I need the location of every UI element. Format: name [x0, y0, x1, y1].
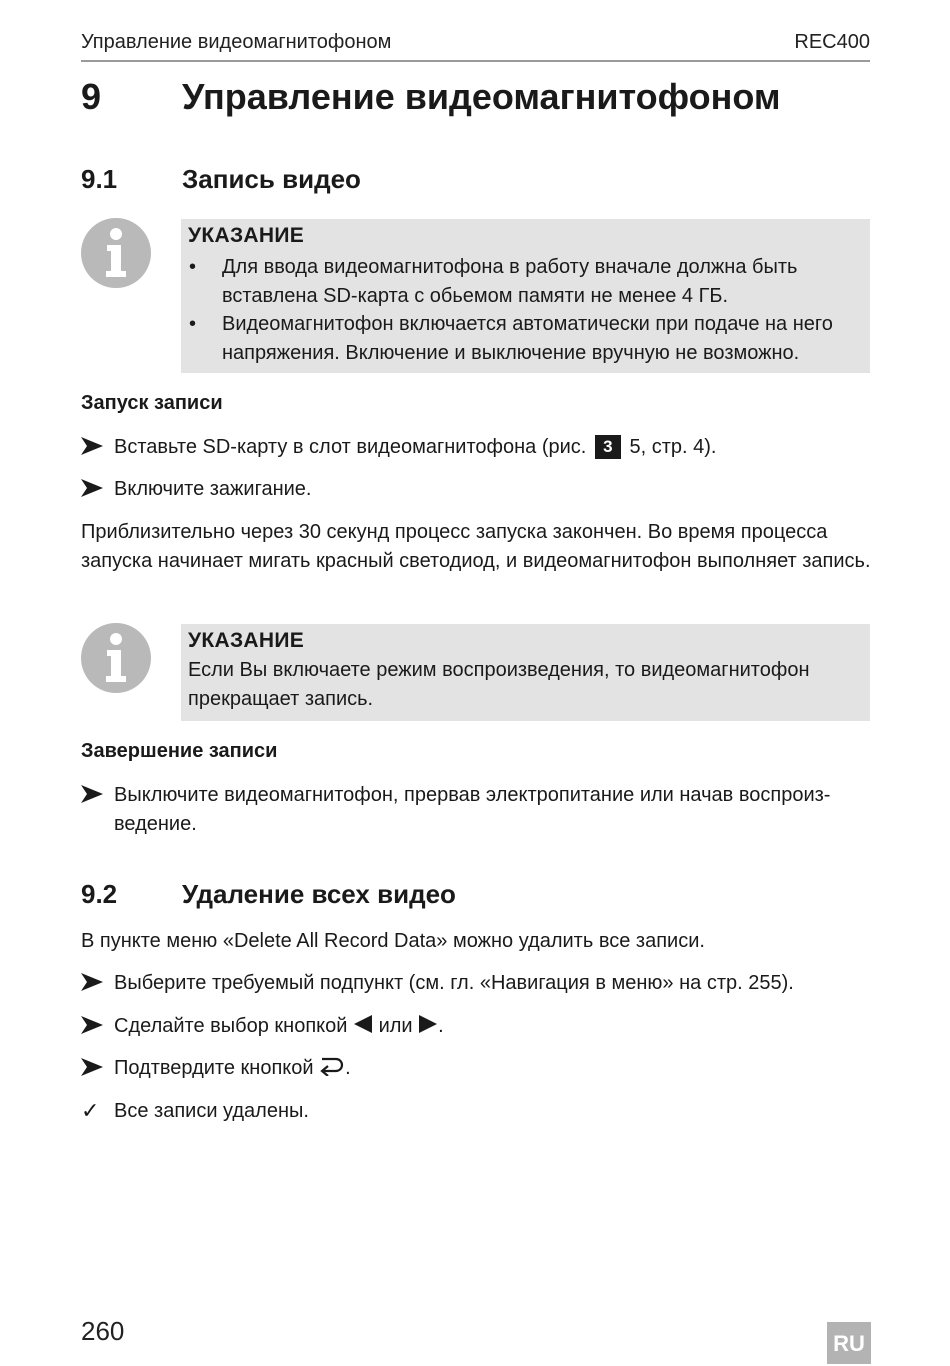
- language-badge: RU: [827, 1322, 871, 1364]
- step-make-selection-text: Сделайте выбор кнопкой: [114, 1015, 348, 1037]
- note-1-heading: УКАЗАНИЕ: [188, 224, 305, 247]
- right-triangle-icon: [418, 1014, 438, 1034]
- step-make-selection: [81, 1012, 871, 1042]
- delete-intro: В пункте меню «Delete All Record Data» можно удалить все записи.: [81, 930, 705, 952]
- running-header-product: REC400: [794, 31, 870, 53]
- stop-recording-heading: Завершение записи: [81, 740, 278, 762]
- enter-return-icon: [319, 1056, 345, 1076]
- startup-description: Приблизительно через 30 секунд процесс запуска закончен. Во время процесса запуска начинает мигать красный светодиод, и видеомагнитофон выполняет запись.: [81, 521, 871, 572]
- note-2-heading: УКАЗАНИЕ: [188, 629, 305, 652]
- step-make-selection-end: .: [438, 1015, 444, 1037]
- step-select-subitem-text: Выберите требуемый подпункт (см. гл. «Навигация в меню» на стр. 255).: [114, 972, 794, 994]
- arrow-bullet-icon: [81, 784, 103, 804]
- note-box-2: [181, 624, 870, 721]
- info-icon: [80, 217, 152, 289]
- note-1-bullet: [181, 253, 866, 310]
- chapter-number: 9: [81, 76, 102, 117]
- step-select-subitem: [81, 969, 871, 999]
- info-icon: [80, 622, 152, 694]
- section-2-title: Удаление всех видео: [182, 879, 456, 909]
- chapter-title: Управление видеомагнитофоном: [182, 76, 781, 117]
- bullet-dot: •: [189, 256, 197, 278]
- section-1-title: Запись видео: [182, 164, 361, 194]
- step-insert-sd-ref: 5, стр. 4).: [629, 436, 717, 458]
- result-all-deleted: [81, 1097, 871, 1127]
- arrow-bullet-icon: [81, 436, 103, 456]
- note-1-bullet-list: [181, 253, 866, 367]
- start-recording-heading: Запуск записи: [81, 392, 223, 414]
- step-confirm-end: .: [345, 1057, 351, 1079]
- step-stop-recording: [81, 781, 871, 841]
- page-number: 260: [81, 1316, 125, 1346]
- bullet-dot: •: [189, 313, 197, 335]
- note-1-bullet-text: Для ввода видеомагнитофона в работу вначале должна быть вставлена SD-карта с обьемом памяти не менее 4 ГБ.: [222, 256, 798, 307]
- step-insert-sd-text: Вставьте SD-карту в слот видеомагнитофона (рис.: [114, 436, 587, 458]
- step-ignition: [81, 475, 871, 505]
- section-1-number: 9.1: [81, 164, 118, 194]
- note-2-text: Если Вы включаете режим воспроизведения, то видеомагнитофон прекращает запись.: [188, 659, 810, 710]
- step-ignition-text: Включите зажигание.: [114, 478, 312, 500]
- running-header-section: Управление видеомагнитофоном: [81, 31, 392, 53]
- arrow-bullet-icon: [81, 1015, 103, 1035]
- note-1-bullet: [181, 310, 866, 367]
- step-insert-sd: [81, 433, 871, 463]
- figure-reference-badge: 3: [595, 435, 621, 459]
- arrow-bullet-icon: [81, 972, 103, 992]
- result-all-deleted-text: Все записи удалены.: [114, 1100, 309, 1122]
- step-confirm: [81, 1054, 871, 1084]
- note-1-bullet-text: Видеомагнитофон включается автоматически при подаче на него напряжения. Включение и выключение вручную не возможно.: [222, 313, 833, 364]
- arrow-bullet-icon: [81, 1057, 103, 1077]
- arrow-bullet-icon: [81, 478, 103, 498]
- section-2-number: 9.2: [81, 879, 118, 909]
- left-triangle-icon: [353, 1014, 373, 1034]
- step-confirm-text: Подтвердите кнопкой: [114, 1057, 314, 1079]
- step-text: [114, 1054, 871, 1083]
- step-stop-recording-text: Выключите видеомагнитофон, прервав электропитание или начав воспроиз-ведение.: [114, 784, 831, 835]
- header-divider: [81, 60, 870, 62]
- checkmark-icon: ✓: [81, 1098, 100, 1123]
- note-box-1: [181, 219, 870, 373]
- step-text: [114, 1012, 871, 1041]
- step-text: [114, 433, 871, 462]
- step-make-selection-or: или: [378, 1015, 413, 1037]
